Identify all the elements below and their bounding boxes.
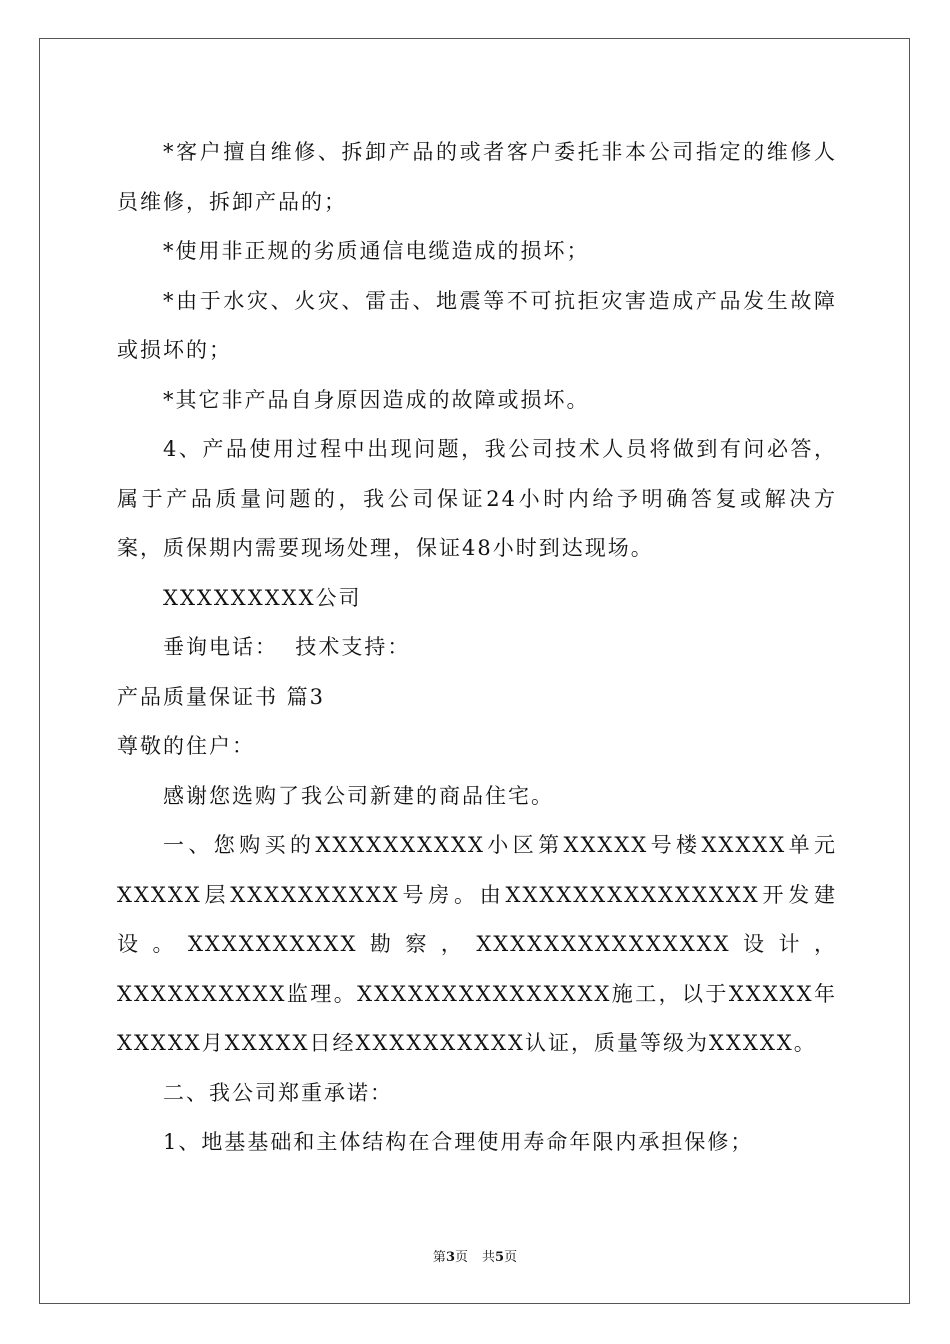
paragraph-warranty-item-1: 1、地基基础和主体结构在合理使用寿命年限内承担保修； (163, 1130, 754, 1154)
footer-page-prefix: 第 (432, 1250, 446, 1265)
company-name: XXXXXXXXX公司 (163, 585, 362, 610)
paragraph-commitment-heading: 二、我公司郑重承诺： (163, 1080, 393, 1105)
footer-page-total: 5 (495, 1250, 505, 1265)
footer-page-current: 3 (445, 1250, 455, 1265)
footer-total-prefix: 共 (482, 1250, 496, 1265)
salutation: 尊敬的住户： (117, 734, 255, 758)
paragraph-clause-unauthorized-repair: *客户擅自维修、拆卸产品的或者客户委托非本公司指定的维修人员维修，拆卸产品的； (117, 140, 837, 214)
page-footer (0, 1246, 950, 1265)
footer-page-suffix: 页 (454, 1250, 468, 1265)
paragraph-property-details: 一、您购买的XXXXXXXXXX小区第XXXXX号楼XXXXX单元XXXXX层XXXXXXXXXX号房。由XXXXXXXXXXXXXXX开发建设。XXXXXXXXXX勘察，XXXXXXXXXXXXXXX设计，XXXXXXXXXX监理。XXXXXXXXXXXXXXX施工，以于XXXXX年XXXXX月XXXXX日经XXXXXXXXXX认证，质量等级为XXXXX。 (117, 833, 837, 1055)
document-body (117, 128, 837, 1168)
contact-line: 垂询电话： 技术支持： (163, 635, 411, 659)
paragraph-service-commitment: 4、产品使用过程中出现问题，我公司技术人员将做到有问必答，属于产品质量问题的，我公司保证24小时内给予明确答复或解决方案，质保期内需要现场处理，保证48小时到达现场。 (117, 437, 837, 560)
paragraph-thanks: 感谢您选购了我公司新建的商品住宅。 (163, 783, 554, 808)
paragraph-clause-cable-damage: *使用非正规的劣质通信电缆造成的损坏； (163, 239, 590, 263)
footer-total-suffix: 页 (504, 1250, 518, 1265)
section-heading: 产品质量保证书 篇3 (117, 684, 326, 709)
paragraph-clause-force-majeure: *由于水灾、火灾、雷击、地震等不可抗拒灾害造成产品发生故障或损坏的； (117, 288, 837, 362)
paragraph-clause-other-causes: *其它非产品自身原因造成的故障或损坏。 (163, 387, 590, 412)
